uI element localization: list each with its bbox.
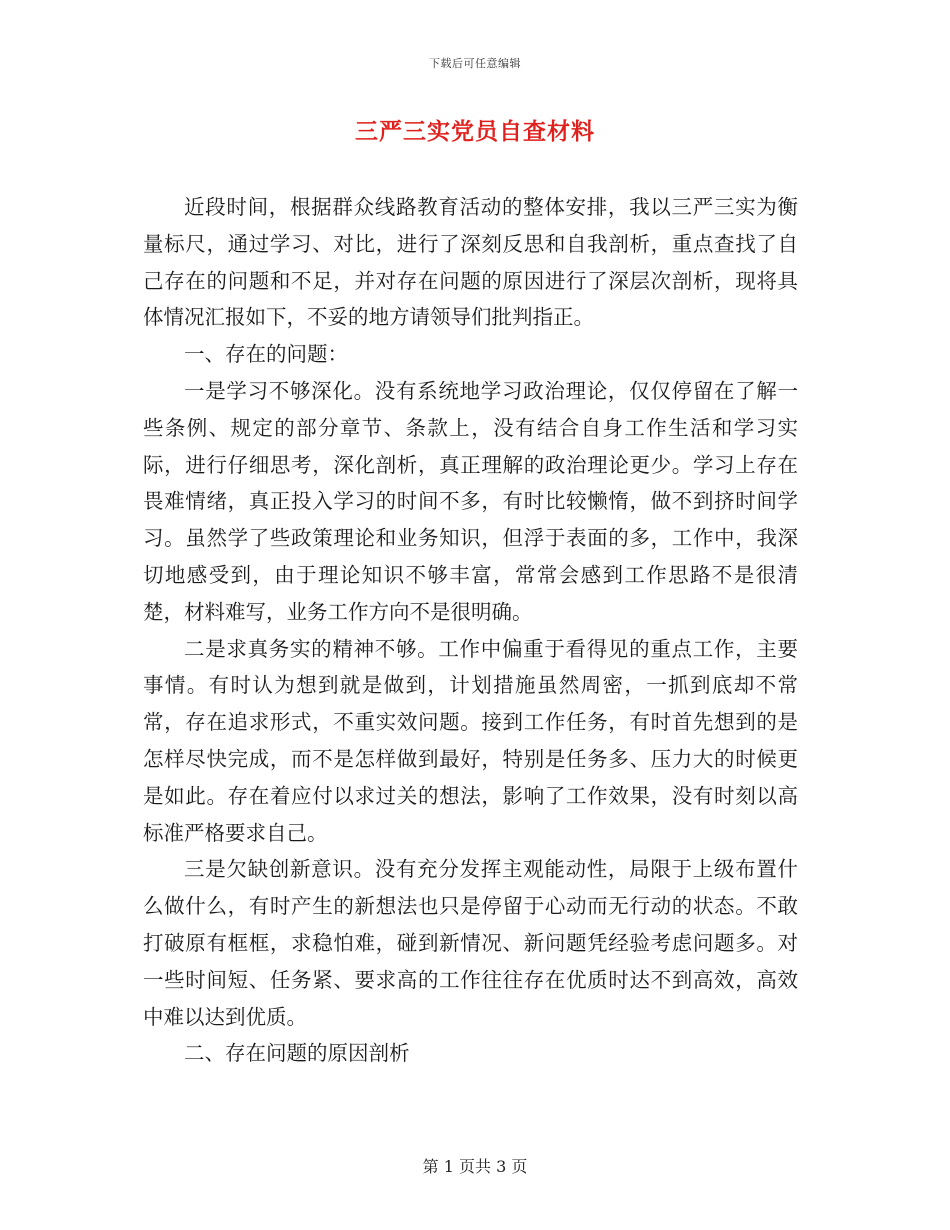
problem-paragraph-innovation: 三是欠缺创新意识。没有充分发挥主观能动性，局限于上级布置什么做什么，有时产生的新想法也只是停留于心动而无行动的状态。不敢打破原有框框，求稳怕难，碰到新情况、新问题凭经验考虑问题多。对一些时间短、任务紧、要求高的工作往往存在优质时达不到高效，高效中难以达到优质。: [143, 857, 798, 1029]
section-heading-problems: 一、存在的问题：: [184, 342, 348, 367]
problem-paragraph-study: 一是学习不够深化。没有系统地学习政治理论，仅仅停留在了解一些条例、规定的部分章节、条款上，没有结合自身工作生活和学习实际，进行仔细思考，深化剖析，真正理解的政治理论更少。学习上存在畏难情绪，真正投入学习的时间不多，有时比较懒惰，做不到挤时间学习。虽然学了些政策理论和业务知识，但浮于表面的多，工作中，我深切地感受到，由于理论知识不够丰富，常常会感到工作思路不是很清楚，材料难写，业务工作方向不是很明确。: [143, 378, 798, 624]
header-note: 下载后可任意编辑: [429, 57, 521, 70]
intro-paragraph: 近段时间，根据群众线路教育活动的整体安排，我以三严三实为衡量标尺，通过学习、对比，进行了深刻反思和自我剖析，重点查找了自己存在的问题和不足，并对存在问题的原因进行了深层次剖析，现将具体情况汇报如下，不妥的地方请领导们批判指正。: [143, 195, 798, 330]
problem-paragraph-pragmatism: 二是求真务实的精神不够。工作中偏重于看得见的重点工作，主要事情。有时认为想到就是做到，计划措施虽然周密，一抓到底却不常常，存在追求形式，不重实效问题。接到工作任务，有时首先想到的是怎样尽快完成，而不是怎样做到最好，特别是任务多、压力大的时候更是如此。存在着应付以求过关的想法，影响了工作效果，没有时刻以高标准严格要求自己。: [143, 636, 798, 845]
document-body: [143, 189, 798, 1072]
page-number: 第 1 页共 3 页: [422, 1157, 528, 1176]
document-title: 三严三实党员自查材料: [355, 118, 595, 145]
section-heading-causes: 二、存在问题的原因剖析: [184, 1041, 410, 1066]
